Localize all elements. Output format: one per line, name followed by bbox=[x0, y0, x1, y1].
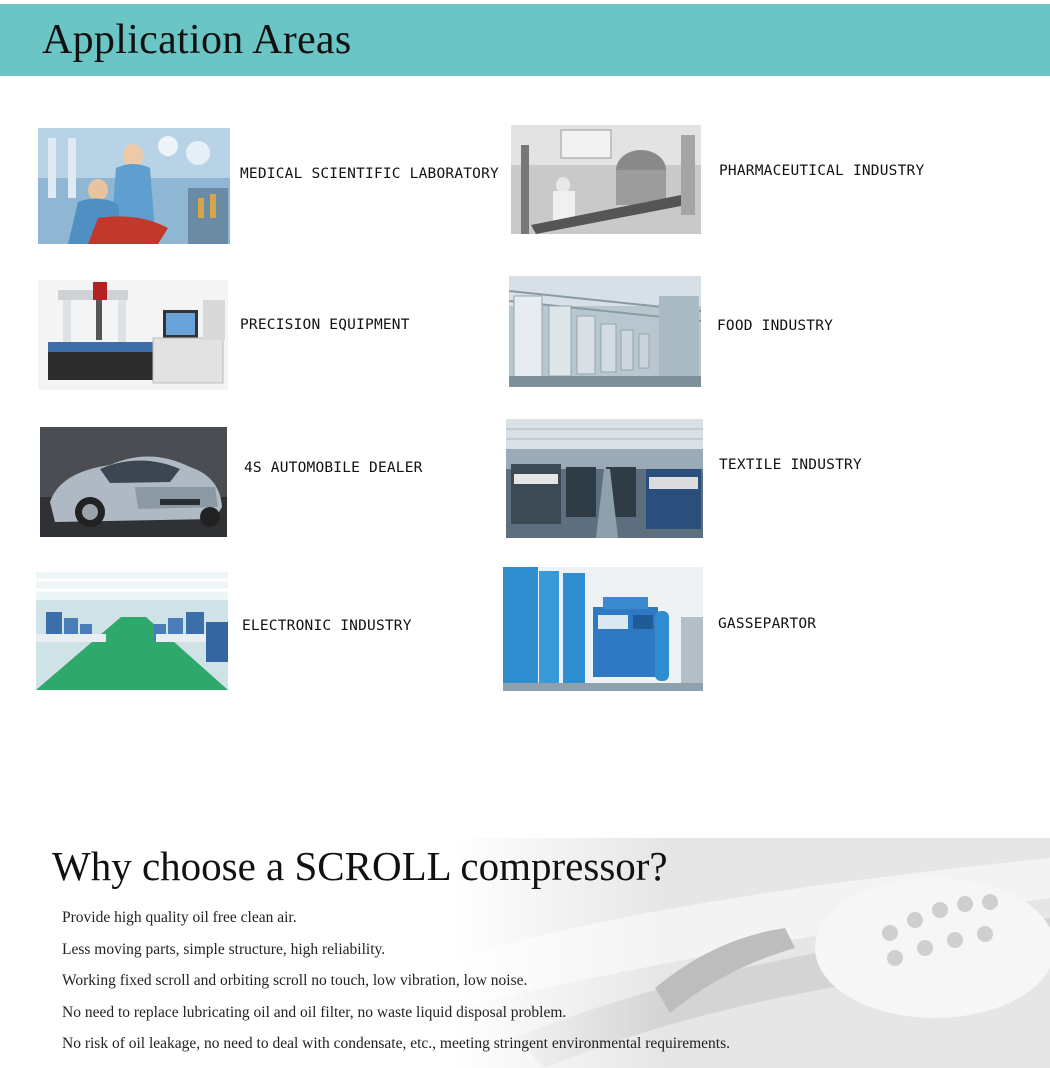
precision-machine-image bbox=[38, 280, 228, 390]
pharmaceutical-plant-image bbox=[511, 125, 701, 234]
electronics-workshop-image bbox=[36, 572, 228, 690]
label-gas-separator: GASSEPARTOR bbox=[718, 616, 817, 632]
label-electronic-industry: ELECTRONIC INDUSTRY bbox=[242, 618, 412, 634]
label-automobile-dealer: 4S AUTOMOBILE DEALER bbox=[244, 460, 423, 476]
label-textile-industry: TEXTILE INDUSTRY bbox=[719, 457, 862, 473]
page-title: Application Areas bbox=[42, 17, 352, 63]
why-title: Why choose a SCROLL compressor? bbox=[52, 843, 668, 889]
food-factory-image bbox=[509, 276, 701, 387]
why-scroll-section bbox=[0, 838, 1050, 1068]
label-medical-laboratory: MEDICAL SCIENTIFIC LABORATORY bbox=[240, 166, 499, 182]
benefit-item: No need to replace lubricating oil and oil filter, no waste liquid disposal problem. bbox=[62, 1003, 567, 1021]
label-precision-equipment: PRECISION EQUIPMENT bbox=[240, 317, 410, 333]
benefit-item: Provide high quality oil free clean air. bbox=[62, 909, 297, 926]
label-pharmaceutical: PHARMACEUTICAL INDUSTRY bbox=[719, 163, 925, 179]
medical-laboratory-image bbox=[38, 128, 230, 244]
header-banner bbox=[0, 4, 1050, 76]
label-food-industry: FOOD INDUSTRY bbox=[717, 318, 834, 334]
silver-car-image bbox=[40, 427, 227, 537]
gas-separator-tanks-image bbox=[503, 567, 703, 691]
benefit-item: Less moving parts, simple structure, high reliability. bbox=[62, 940, 386, 958]
benefit-item: No risk of oil leakage, no need to deal with condensate, etc., meeting stringent environmental requirements. bbox=[62, 1035, 731, 1052]
benefits-list bbox=[62, 908, 730, 1066]
textile-mill-image bbox=[506, 419, 703, 538]
benefit-item: Working fixed scroll and orbiting scroll no touch, low vibration, low noise. bbox=[62, 972, 528, 989]
